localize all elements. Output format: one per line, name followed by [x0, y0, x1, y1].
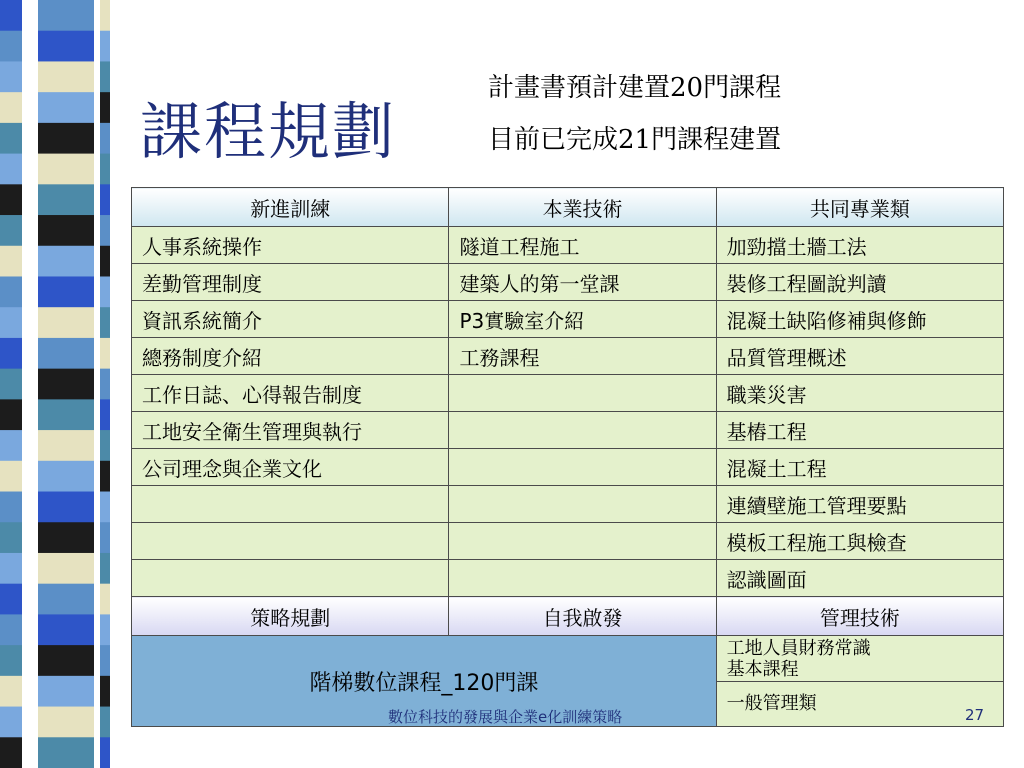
- stripe-block-thin: [0, 676, 22, 707]
- stripe-block-edge: [100, 614, 110, 645]
- stripe-block-thin: [0, 369, 22, 400]
- table-cell: [449, 560, 716, 597]
- stripe-block-thin: [0, 614, 22, 645]
- stripe-block-thin: [0, 492, 22, 523]
- stripe-block-edge: [100, 92, 110, 123]
- stripe-block-edge: [100, 430, 110, 461]
- table-cell: [449, 523, 716, 560]
- stripe-block-edge: [100, 215, 110, 246]
- stripe-block-edge: [100, 492, 110, 523]
- stripe-block: [38, 461, 94, 492]
- table-cell: 人事系統操作: [132, 227, 449, 264]
- table-cell: 認識圖面: [716, 560, 1003, 597]
- stripe-block-thin: [0, 276, 22, 307]
- table-cell: [132, 560, 449, 597]
- table-cell: [449, 412, 716, 449]
- header-new-training: 新進訓練: [132, 188, 449, 227]
- stripe-block-edge: [100, 123, 110, 154]
- general-management-label: 一般管理類: [726, 693, 817, 714]
- stripe-block-thin: [0, 154, 22, 185]
- table-cell: 混凝土缺陷修補與修飾: [716, 301, 1003, 338]
- table-cell: 工地安全衛生管理與執行: [132, 412, 449, 449]
- table-cell: 隧道工程施工: [449, 227, 716, 264]
- table-row: [132, 412, 1004, 449]
- stripe-block: [38, 584, 94, 615]
- stripe-block-edge: [100, 246, 110, 277]
- table-cell: 基樁工程: [716, 412, 1003, 449]
- table-row: [132, 486, 1004, 523]
- table-cell: 工作日誌、心得報告制度: [132, 375, 449, 412]
- stripe-block: [38, 614, 94, 645]
- finance-course-label: 工地人員財務常識 基本課程: [717, 636, 1003, 682]
- table-row: [132, 227, 1004, 264]
- course-table: [131, 187, 1004, 727]
- stripe-block: [38, 369, 94, 400]
- stripe-block: [38, 492, 94, 523]
- note-completed: 目前已完成21門課程建置: [488, 125, 782, 155]
- stripe-block: [38, 215, 94, 246]
- table-row: [132, 375, 1004, 412]
- stripe-block: [38, 307, 94, 338]
- table-cell: 連續壁施工管理要點: [716, 486, 1003, 523]
- stripe-block-thin: [0, 430, 22, 461]
- page-number: 27: [965, 706, 985, 724]
- table-cell: 品質管理概述: [716, 338, 1003, 375]
- stripe-block-thin: [0, 737, 22, 768]
- stripe-block-edge: [100, 31, 110, 62]
- table-cell: [132, 523, 449, 560]
- stripe-block-thin: [0, 215, 22, 246]
- header-management-skills: 管理技術: [716, 597, 1003, 636]
- header-self-development: 自我啟發: [449, 597, 716, 636]
- stripe-block: [38, 123, 94, 154]
- course-notes: [488, 62, 781, 166]
- table-cell: 差勤管理制度: [132, 264, 449, 301]
- table-row: [132, 523, 1004, 560]
- stripe-block: [38, 338, 94, 369]
- table-cell: 混凝土工程: [716, 449, 1003, 486]
- table-cell: 加勁擋土牆工法: [716, 227, 1003, 264]
- stripe-block: [38, 522, 94, 553]
- management-stack-cell: [716, 636, 1003, 727]
- table-cell: [132, 486, 449, 523]
- stripe-block-thin: [0, 522, 22, 553]
- stripe-block-edge: [100, 399, 110, 430]
- stripe-block: [38, 276, 94, 307]
- table-cell: 裝修工程圖說判讀: [716, 264, 1003, 301]
- stripe-block: [38, 737, 94, 768]
- footer-text: 數位科技的發展與企業e化訓練策略: [388, 708, 623, 726]
- ladder-digital-courses-cell: 階梯數位課程_120門課: [132, 636, 717, 727]
- stripe-block: [38, 399, 94, 430]
- stripe-block-thin: [0, 92, 22, 123]
- table-cell: P3實驗室介紹: [449, 301, 716, 338]
- table-cell: 工務課程: [449, 338, 716, 375]
- note-planned: 計畫書預計建置20門課程: [488, 73, 782, 103]
- stripe-block-thin: [0, 0, 22, 31]
- stripe-block-edge: [100, 676, 110, 707]
- stripe-block-edge: [100, 61, 110, 92]
- page-title: 課程規劃: [140, 95, 397, 168]
- stripe-block-edge: [100, 737, 110, 768]
- stripe-block-thin: [0, 31, 22, 62]
- stripe-block-edge: [100, 154, 110, 185]
- stripe-block: [38, 31, 94, 62]
- table-cell: 模板工程施工與檢查: [716, 523, 1003, 560]
- stripe-block-edge: [100, 645, 110, 676]
- table-cell: [449, 375, 716, 412]
- table-row: [132, 338, 1004, 375]
- stripe-block-thin: [0, 707, 22, 738]
- stripe-block-edge: [100, 707, 110, 738]
- stripe-block-thin: [0, 123, 22, 154]
- stripe-block: [38, 645, 94, 676]
- table-cell: 公司理念與企業文化: [132, 449, 449, 486]
- stripe-block-edge: [100, 584, 110, 615]
- stripe-block-edge: [100, 276, 110, 307]
- table-row: [132, 449, 1004, 486]
- stripe-block-thin: [0, 338, 22, 369]
- stripe-block: [38, 0, 94, 31]
- table-cell: [449, 486, 716, 523]
- stripe-block-thin: [0, 461, 22, 492]
- stripe-block-edge: [100, 369, 110, 400]
- stripe-block: [38, 430, 94, 461]
- stripe-block: [38, 92, 94, 123]
- stripe-block-edge: [100, 522, 110, 553]
- stripe-block: [38, 61, 94, 92]
- header-strategic-planning: 策略規劃: [132, 597, 449, 636]
- stripe-block-thin: [0, 61, 22, 92]
- table-cell: 資訊系統簡介: [132, 301, 449, 338]
- table-cell: 總務制度介紹: [132, 338, 449, 375]
- stripe-block-thin: [0, 246, 22, 277]
- table-cell: 職業災害: [716, 375, 1003, 412]
- stripe-block-edge: [100, 338, 110, 369]
- stripe-block-edge: [100, 0, 110, 31]
- stripe-block-edge: [100, 307, 110, 338]
- stripe-block: [38, 246, 94, 277]
- stripe-block-edge: [100, 461, 110, 492]
- table-header-row-2: [132, 597, 1004, 636]
- table-row: [132, 264, 1004, 301]
- stripe-block-thin: [0, 184, 22, 215]
- stripe-block-edge: [100, 553, 110, 584]
- table-row: [132, 301, 1004, 338]
- table-row: [132, 560, 1004, 597]
- stripe-block-edge: [100, 184, 110, 215]
- stripe-block-thin: [0, 399, 22, 430]
- table-header-row: [132, 188, 1004, 227]
- decorative-stripe: [0, 0, 130, 768]
- stripe-block: [38, 154, 94, 185]
- stripe-block-thin: [0, 307, 22, 338]
- stripe-block: [38, 184, 94, 215]
- stripe-block-thin: [0, 584, 22, 615]
- header-core-technology: 本業技術: [449, 188, 716, 227]
- stripe-block-thin: [0, 645, 22, 676]
- header-common-professional: 共同專業類: [716, 188, 1003, 227]
- table-cell: [449, 449, 716, 486]
- stripe-block: [38, 707, 94, 738]
- stripe-block-thin: [0, 553, 22, 584]
- stripe-block: [38, 553, 94, 584]
- stripe-block: [38, 676, 94, 707]
- table-cell: 建築人的第一堂課: [449, 264, 716, 301]
